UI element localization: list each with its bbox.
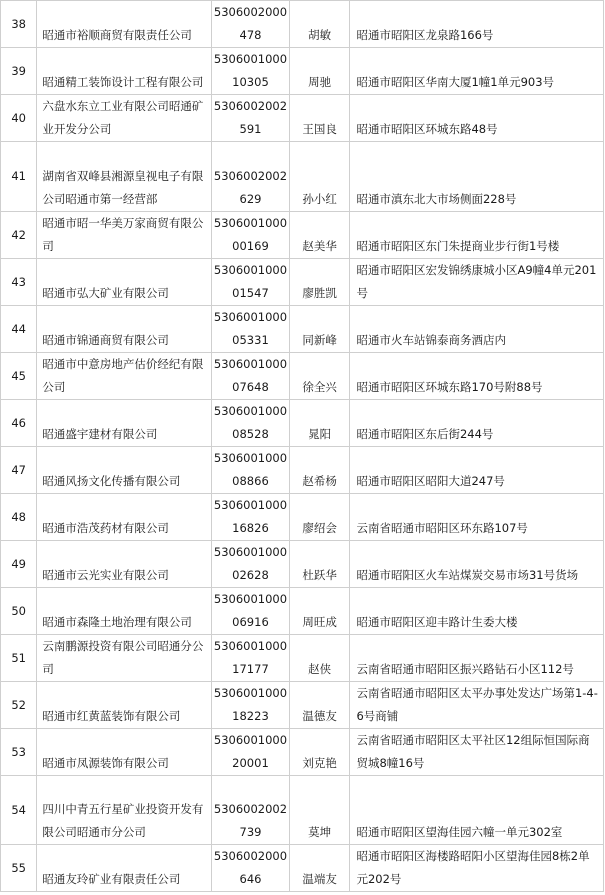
table-row bbox=[1, 48, 604, 95]
company-name: 昭通市凤源装饰有限公司 bbox=[37, 729, 212, 776]
row-number: 52 bbox=[1, 682, 37, 729]
company-name: 湖南省双峰县湘源皇视电子有限公司昭通市第一经营部 bbox=[37, 142, 212, 212]
row-number: 44 bbox=[1, 306, 37, 353]
table-row bbox=[1, 400, 604, 447]
legal-representative: 同新峰 bbox=[289, 306, 350, 353]
legal-representative: 温端友 bbox=[289, 845, 350, 892]
company-name: 昭通市昭一华美万家商贸有限公司 bbox=[37, 212, 212, 259]
row-number: 43 bbox=[1, 259, 37, 306]
business-address: 昭通市昭阳区海楼路昭阳小区望海佳园8栋2单元202号 bbox=[350, 845, 604, 892]
legal-representative: 赵美华 bbox=[289, 212, 350, 259]
company-name: 昭通市浩茂药材有限公司 bbox=[37, 494, 212, 541]
company-name: 昭通盛宇建材有限公司 bbox=[37, 400, 212, 447]
legal-representative: 周驰 bbox=[289, 48, 350, 95]
legal-representative: 赵希杨 bbox=[289, 447, 350, 494]
table-row bbox=[1, 776, 604, 845]
business-address: 昭通市昭阳区东门朱提商业步行街1号楼 bbox=[350, 212, 604, 259]
row-number: 42 bbox=[1, 212, 37, 259]
registration-number: 530600100000169 bbox=[212, 212, 290, 259]
legal-representative: 温德友 bbox=[289, 682, 350, 729]
legal-representative: 杜跃华 bbox=[289, 541, 350, 588]
registration-number: 530600100002628 bbox=[212, 541, 290, 588]
legal-representative: 孙小红 bbox=[289, 142, 350, 212]
business-address: 昭通市昭阳区环城东路170号附88号 bbox=[350, 353, 604, 400]
table-row bbox=[1, 541, 604, 588]
business-address: 昭通市火车站锦泰商务酒店内 bbox=[350, 306, 604, 353]
registration-number: 530600100001547 bbox=[212, 259, 290, 306]
table-row bbox=[1, 353, 604, 400]
table-row bbox=[1, 494, 604, 541]
business-address: 昭通市昭阳区东后街244号 bbox=[350, 400, 604, 447]
company-name: 昭通风扬文化传播有限公司 bbox=[37, 447, 212, 494]
registration-number: 530600100008866 bbox=[212, 447, 290, 494]
registration-number: 530600100018223 bbox=[212, 682, 290, 729]
company-name: 昭通市云光实业有限公司 bbox=[37, 541, 212, 588]
row-number: 39 bbox=[1, 48, 37, 95]
legal-representative: 廖绍会 bbox=[289, 494, 350, 541]
row-number: 45 bbox=[1, 353, 37, 400]
table-row bbox=[1, 306, 604, 353]
business-address: 昭通市昭阳区迎丰路计生委大楼 bbox=[350, 588, 604, 635]
business-address: 云南省昭通市昭阳区太平办事处发达广场第1-4-6号商铺 bbox=[350, 682, 604, 729]
row-number: 40 bbox=[1, 95, 37, 142]
registration-number: 5306002000646 bbox=[212, 845, 290, 892]
registration-number: 5306002000478 bbox=[212, 1, 290, 48]
registration-number: 530600100017177 bbox=[212, 635, 290, 682]
legal-representative: 王国良 bbox=[289, 95, 350, 142]
company-name: 六盘水东立工业有限公司昭通矿业开发分公司 bbox=[37, 95, 212, 142]
registration-number: 5306002002739 bbox=[212, 776, 290, 845]
row-number: 53 bbox=[1, 729, 37, 776]
company-name: 昭通市中意房地产估价经纪有限公司 bbox=[37, 353, 212, 400]
row-number: 54 bbox=[1, 776, 37, 845]
business-address: 云南省昭通市昭阳区环东路107号 bbox=[350, 494, 604, 541]
legal-representative: 刘克艳 bbox=[289, 729, 350, 776]
table-row bbox=[1, 259, 604, 306]
company-name: 昭通市红黄蓝装饰有限公司 bbox=[37, 682, 212, 729]
table-row bbox=[1, 1, 604, 48]
company-name: 昭通市弘大矿业有限公司 bbox=[37, 259, 212, 306]
business-address: 昭通市滇东北大市场侧面228号 bbox=[350, 142, 604, 212]
business-address: 昭通市昭阳区望海佳园六幢一单元302室 bbox=[350, 776, 604, 845]
row-number: 55 bbox=[1, 845, 37, 892]
table-row bbox=[1, 729, 604, 776]
row-number: 49 bbox=[1, 541, 37, 588]
legal-representative: 胡敏 bbox=[289, 1, 350, 48]
legal-representative: 徐全兴 bbox=[289, 353, 350, 400]
registration-number: 530600100006916 bbox=[212, 588, 290, 635]
table-row bbox=[1, 212, 604, 259]
registration-number: 530600100007648 bbox=[212, 353, 290, 400]
business-address: 昭通市昭阳区华南大厦1幢1单元903号 bbox=[350, 48, 604, 95]
registration-number: 530600100016826 bbox=[212, 494, 290, 541]
table-body bbox=[1, 1, 604, 892]
company-name: 四川中青五行星矿业投资开发有限公司昭通市分公司 bbox=[37, 776, 212, 845]
company-name: 昭通市森隆土地治理有限公司 bbox=[37, 588, 212, 635]
business-address: 昭通市昭阳区昭阳大道247号 bbox=[350, 447, 604, 494]
company-name: 昭通市裕顺商贸有限责任公司 bbox=[37, 1, 212, 48]
table-row bbox=[1, 635, 604, 682]
business-address: 云南省昭通市昭阳区太平社区12组际恒国际商贸城8幢16号 bbox=[350, 729, 604, 776]
business-address: 云南省昭通市昭阳区振兴路钻石小区112号 bbox=[350, 635, 604, 682]
business-address: 昭通市昭阳区环城东路48号 bbox=[350, 95, 604, 142]
company-name: 昭通友玲矿业有限责任公司 bbox=[37, 845, 212, 892]
row-number: 51 bbox=[1, 635, 37, 682]
table-row bbox=[1, 142, 604, 212]
row-number: 38 bbox=[1, 1, 37, 48]
business-address: 昭通市昭阳区宏发锦绣康城小区A9幢4单元201号 bbox=[350, 259, 604, 306]
company-name: 昭通市锦通商贸有限公司 bbox=[37, 306, 212, 353]
registration-number: 530600100005331 bbox=[212, 306, 290, 353]
legal-representative: 莫坤 bbox=[289, 776, 350, 845]
registration-number: 530600100010305 bbox=[212, 48, 290, 95]
row-number: 41 bbox=[1, 142, 37, 212]
company-name: 云南鹏源投资有限公司昭通分公司 bbox=[37, 635, 212, 682]
table-row bbox=[1, 447, 604, 494]
business-address: 昭通市昭阳区火车站煤炭交易市场31号货场 bbox=[350, 541, 604, 588]
table-row bbox=[1, 588, 604, 635]
registration-number: 530600100020001 bbox=[212, 729, 290, 776]
row-number: 47 bbox=[1, 447, 37, 494]
row-number: 46 bbox=[1, 400, 37, 447]
registration-number: 5306002002591 bbox=[212, 95, 290, 142]
table-row bbox=[1, 682, 604, 729]
legal-representative: 周旺成 bbox=[289, 588, 350, 635]
table-row bbox=[1, 845, 604, 892]
company-name: 昭通精工装饰设计工程有限公司 bbox=[37, 48, 212, 95]
row-number: 48 bbox=[1, 494, 37, 541]
legal-representative: 晁阳 bbox=[289, 400, 350, 447]
table-row bbox=[1, 95, 604, 142]
legal-representative: 赵侠 bbox=[289, 635, 350, 682]
row-number: 50 bbox=[1, 588, 37, 635]
registration-number: 5306002002629 bbox=[212, 142, 290, 212]
registration-number: 530600100008528 bbox=[212, 400, 290, 447]
business-address: 昭通市昭阳区龙泉路166号 bbox=[350, 1, 604, 48]
legal-representative: 廖胜凯 bbox=[289, 259, 350, 306]
